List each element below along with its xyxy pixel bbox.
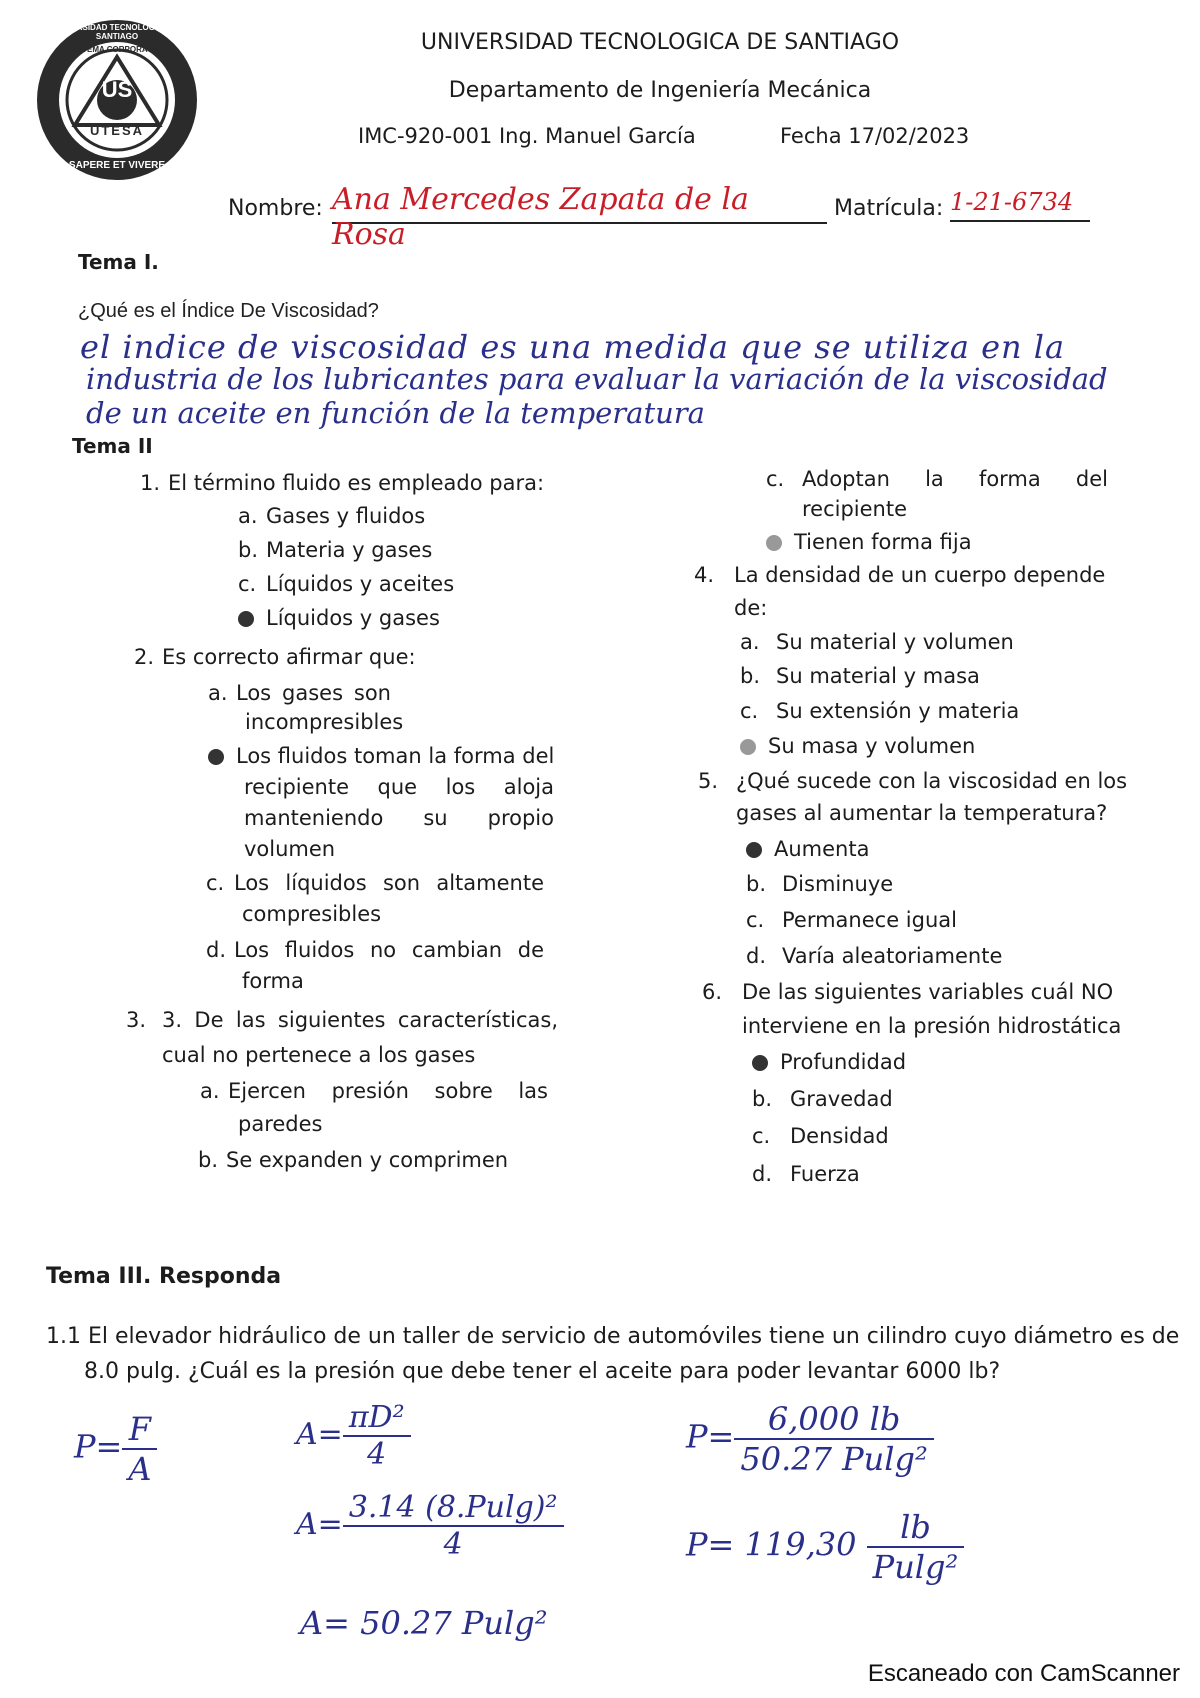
seal-inner-ring: SISTEMA CORPORATIVO	[69, 45, 166, 54]
seal-motto: SAPERE ET VIVERE	[68, 160, 166, 171]
q2-option-b-line-3: manteniendo su propio	[244, 806, 554, 830]
q5-question: 5. ¿Qué sucede con la viscosidad en los	[698, 769, 1128, 793]
q1-text: El término fluido es empleado para:	[168, 471, 545, 495]
q3-option-d-selected: Tienen forma fija	[766, 527, 972, 558]
q4-option-c: c. Su extensión y materia	[740, 699, 1020, 723]
q2-option-c: c. Los líquidos son altamente	[206, 871, 544, 895]
q5-option-a-selected: Aumenta	[746, 834, 869, 865]
tema1-question: ¿Qué es el Índice De Viscosidad?	[78, 300, 379, 322]
q2-option-a-line-2: incompresibles	[245, 710, 404, 734]
q1-option-d-selected: Líquidos y gases	[238, 603, 440, 634]
seal-ring-text: UNIVERSIDAD TECNOLOGICA DE SANTIAGO	[52, 23, 182, 41]
q3-question-line-2: cual no pertenece a los gases	[162, 1043, 476, 1067]
student-id: 1-21-6734	[950, 188, 1090, 222]
work-area-substitution: A= $\frac{\text{3.14 (8.Pulg)²}}{4}$	[296, 1490, 564, 1562]
exam-date: Fecha 17/02/2023	[780, 124, 970, 148]
tema3-title: Tema III. Responda	[46, 1264, 282, 1289]
selected-mark-icon	[746, 842, 762, 858]
tema1-answer-line-2: industria de los lubricantes para evaluar la variación de la viscosidad	[86, 362, 1108, 396]
id-label: Matrícula:	[834, 196, 944, 221]
department-name: Departamento de Ingeniería Mecánica	[448, 78, 872, 103]
q1-option-b: b. Materia y gases	[238, 538, 433, 562]
q3-question: 3. 3. De las siguientes características,	[126, 1008, 558, 1032]
selected-mark-icon	[740, 739, 756, 755]
selected-mark-icon	[238, 611, 254, 627]
selected-mark-icon	[752, 1055, 768, 1071]
q4-option-d-selected: Su masa y volumen	[740, 731, 975, 762]
q5-option-c: c. Permanece igual	[746, 908, 957, 932]
q2-option-b-line-2: recipiente que los aloja	[244, 775, 554, 799]
q1-option-c: c. Líquidos y aceites	[238, 572, 455, 596]
q6-question-line-2: interviene en la presión hidrostática	[742, 1014, 1122, 1038]
q6-question: 6. De las siguientes variables cuál NO	[702, 980, 1114, 1004]
q2-option-a: a. Los gases son	[208, 681, 391, 705]
university-seal	[25, 15, 210, 185]
q4-option-a: a. Su material y volumen	[740, 630, 1014, 654]
work-pressure-result: P= 119,30 $\frac{lb}{\text{Pulg²}}$	[686, 1508, 964, 1586]
seal-abbrev: UTESA	[89, 123, 145, 138]
q1-option-a: a. Gases y fluidos	[238, 504, 426, 528]
scanner-watermark: Escaneado con CamScanner	[867, 1660, 1180, 1687]
q2-option-d: d. Los fluidos no cambian de	[206, 938, 544, 962]
tema2-title: Tema II	[72, 434, 153, 458]
tema1-answer-line-1: el indice de viscosidad es una medida que se utiliza en la	[80, 328, 1066, 366]
selected-mark-icon	[208, 749, 224, 765]
q6-option-d: d. Fuerza	[752, 1162, 860, 1186]
q5-option-b: b. Disminuye	[746, 872, 894, 896]
q2-option-d-line-2: forma	[242, 969, 304, 993]
q3-option-a-line-2: paredes	[238, 1112, 323, 1136]
q5-option-d: d. Varía aleatoriamente	[746, 944, 1003, 968]
q4-question-line-2: de:	[734, 596, 768, 620]
q6-option-b: b. Gravedad	[752, 1087, 893, 1111]
q3-option-b: b. Se expanden y comprimen	[198, 1148, 509, 1172]
q4-question: 4. La densidad de un cuerpo depende	[694, 563, 1106, 587]
q3-option-c-line-2: recipiente	[802, 497, 908, 521]
work-pressure-formula: P= $\frac{F}{A}$	[74, 1410, 157, 1488]
selected-mark-icon	[766, 535, 782, 551]
q5-question-line-2: gases al aumentar la temperatura?	[736, 801, 1108, 825]
course-line: IMC-920-001 Ing. Manuel García	[358, 124, 696, 148]
q6-option-a-selected: Profundidad	[752, 1047, 906, 1078]
tema3-problem-line-2: 8.0 pulg. ¿Cuál es la presión que debe tener el aceite para poder levantar 6000 lb?	[84, 1359, 1001, 1384]
q2-option-b-line-4: volumen	[244, 837, 336, 861]
q2-question: 2. Es correcto afirmar que:	[134, 645, 416, 669]
q2-option-b-selected: Los fluidos toman la forma del	[208, 741, 554, 772]
work-area-formula: A= $\frac{\text{πD²}}{4}$	[296, 1400, 411, 1472]
seal-monogram: US	[101, 77, 133, 102]
q3-option-c: c. Adoptan la forma del	[766, 467, 1108, 491]
q2-option-c-line-2: compresibles	[242, 902, 382, 926]
q6-option-c: c. Densidad	[752, 1124, 889, 1148]
university-name: UNIVERSIDAD TECNOLOGICA DE SANTIAGO	[420, 30, 900, 55]
tema1-answer-line-3: de un aceite en función de la temperatura	[86, 396, 705, 430]
q1-question	[140, 468, 544, 499]
work-pressure-substitution: P= $\frac{6,000 lb}{\text{50.27 Pulg²}}$	[686, 1400, 934, 1478]
work-area-result: A= 50.27 Pulg²	[300, 1604, 548, 1642]
q4-option-b: b. Su material y masa	[740, 664, 980, 688]
q1-number: 1.	[140, 471, 161, 495]
name-label: Nombre:	[228, 196, 323, 221]
student-name: Ana Mercedes Zapata de la Rosa	[332, 182, 827, 224]
q3-option-a: a. Ejercen presión sobre las	[200, 1079, 548, 1103]
tema1-title: Tema I.	[78, 250, 159, 274]
tema3-problem-line-1: 1.1 El elevador hidráulico de un taller de servicio de automóviles tiene un cilindro cuyo diámetro es de	[46, 1324, 1180, 1349]
